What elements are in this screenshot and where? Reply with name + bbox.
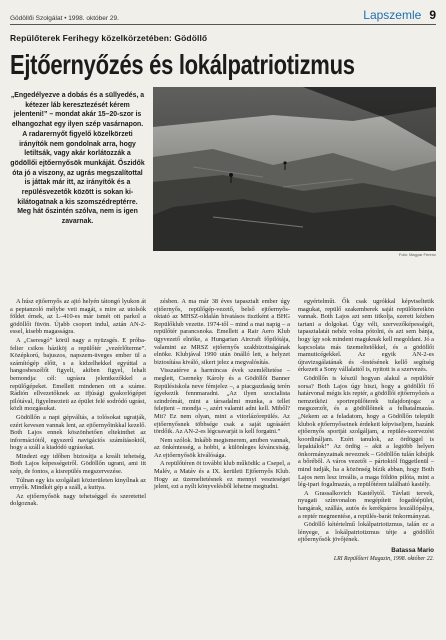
column-3: [298, 298, 434, 563]
paragraph: Visszatérve a harmincas évek szemléltetése – meglett, Cserneky Károly és a Gödöllői Banner Repülésiskola neve fémjelez –, a piacgazdaság terén ígyekezik fennmaradni. „Az ilyen szocialista szindrómát, mint a társadalmi munka, a tellet felejteni – mondja –, azért valamit adni kell. Miből? Mit? Ez nem olyan, mint a vitorlázórepülés. Az ejtőernyősnek többsége csak a saját ugrásáért tördőik. Az AN-2-es légcsavarját is kell forgatni.”: [154, 367, 290, 436]
section-title: Lapszemle: [363, 8, 422, 22]
article-top: [10, 87, 436, 257]
source-note: LRI Repülőteri Magazin, 1998. október 22.: [333, 555, 434, 562]
publication-info: Gödöllői Szolgálat • 1998. október 29.: [10, 15, 119, 22]
page-number: 9: [429, 8, 436, 22]
paragraph: egyértelműt. Ők csak ugrókkal képviseltetik magukat, repülő szakemberek saját repülőtereikön vannak. Both Lajos azt sem titkolja, szereti kézben tartani a dolgokat. Úgy véli, szervezőképességét, tapasztalatát nehéz volna pótolni, és azt sem bánja, hogy így sok mindent maguknak kell megoldani. Jó a kapcsolata más üzemeltetőkkel, és a gödöllői mamuticégekkel. Az egyik AN-2-es újravizsgálatának és -festésének kellő segítség érkezett a Sony vállalattól is, nyitott is a szervezés.: [298, 298, 434, 374]
paragraph: zésben. A ma már 38 éves tapasztalt ember úgy ejtőernyős, repülőgép-vezető, belső ejtőernyős-oktató az MHSZ-oldalán hivatásos tisztként a BHG Repülőklub vezette. 1974-től – mind a mai napig – a repülőtér parancsnoka. Emellett a Rair Aero Klub ügyvezető elnöke, a Hungarian Aircraft főpilótája, valamint az MRSZ ejtőernyős szakbizottságának elnöke. Klubjával 1990 után önálló lett, a helyzet biztosítása kiváló, sikert jelez a megvalósítás.: [154, 298, 290, 366]
article-lead: „Engedélyezve a dobás és a süllyedés, a kétezer láb keresztezését kérem jelenteni!” – mondat akár 15–20-szor is elhangozhat egy ilyen szép vasárnapon. A radarernyőt figyelő közelkörzeti irányítók nem gondolnak arra, hogy letiltsák, vagy akár korlátozzák a gödöllői ejtőernyősök munkáját. Őszidők óta jó a viszony, az ugrás megszalítottal is játtak már itt, az irányítók és a repülésvezetők között is sokan ki-kilátogatnak a kis szomszédreptérre. Meg hát őszintén szólva, nem is igen zavarnak.: [10, 92, 145, 226]
paragraph: A Grassalkovich Kastélytól. Távlati tervek, nyugati színvonalon megépített fogadóépület, hangárak, szállás, autós és kerékpáros leszállópálya, a reptér megmentése, a repülés-barát önkormányzat.: [298, 489, 434, 520]
paragraph: Gödöllőn a napi gépváltás, a tolósokat ugratják, ezért kevesen vannak lent, az ejtőernyőinkkal kezelő. Both Lajos ennek köszönhetően eltekinthet az információtól, egyszerű navigációs számításoktól, hogy a száll a kiadódó ugrásokat.: [10, 413, 146, 452]
paragraph: Túlnan egy kis szolgálati közterületen kinyílnak az ernyők. Mindkét gép a száll, a kuttya.: [10, 476, 146, 492]
paragraph: Nem szólok. Inkább megismerem, amiben vannak, az önkéntesség, a hobbi, a különleges kíváncsiság. Az ejtőernyősök kiválósága.: [154, 436, 290, 459]
paragraph: Gödöllőn is készül hogyan alakul a repülőtér sorsa? Both Lajos úgy hiszi, hogy a gödöllői fő határvonal mégis kis reptér, a gödöllői ejtőernyőzés a nemzetközi sportrepülőterek tulajdonjoga: a megszerzőt, és a gödöllőinek a felhatalmazás. „Nekem az a feladatom, hogy a Gödöllőn települt klubok ejtőernyőseinek érdekeit képviseljem, hazánk ejtőernyős sportját szolgáljam, a repülés-szervezést koordináljam. Ezért tanulok, az ördöggel is lepaktálok!” Az ördög – akit a legtöbb helyen önkormányzatnak neveznek – Gödöllőn tulán kibújik a bőréből. A város vezetői – pártoktól függetlenül – mind tudják, ha a közönség bízik abban, hogy Both Lajos nem lesz irreális, a maga földön pilóta, mint a lég-ipari fogalmazás, a repülőtéren található kastély.: [298, 374, 434, 489]
article-kicker: Repülőterek Ferihegy közelkörzetében: Gödöllő: [10, 33, 208, 43]
paragraph: A „Cseresgó” körül nagy a nyüzsgés. E próba-felier csikos háziköj a repülőtér „vezérlőterme”. Középkorú, bajuszos, napszem-üveges ember ül a számítógép előtt, s a kidzelhekkel egyúttal a hangosbeszélőt figyeli, akiben figyel, lehalt bemondja: cél: ugrásra jelentkezőkkel a repülőgépeket. Emellett mindenen ott a száme. Rádión ellvezetőknek az ifjúsági gyakorlógépet pilótával, figyelmezteti az épület felé sodródó ugrást, közli mozgásukat.: [10, 336, 146, 413]
photo-caption: Fotó: Magyar Ferenc: [398, 252, 436, 257]
article-body: [10, 298, 436, 563]
aerial-parachute-photo: [153, 87, 436, 251]
photo-block: [153, 87, 436, 257]
paragraph: Mindezt egy időben biztosítja a kreált tehetség, Both Lajos képességeiről. Gödöllőn ugrani, ami itt szép, de fontos, a kisrepülés megszervezése.: [10, 452, 146, 476]
column-2: [154, 298, 290, 563]
paragraph: A húsz ejtőernyős az ajtó helyén tátongó lyukon át a peptanzoló mélybe veti magát, s mire az utolsók földet érnek, az L–410-es már ismét ott parkol a gödöllői füvön. Újabb csoport indul, aztán AN-2-essel, kisebb magasságra.: [10, 298, 146, 336]
page-header: [10, 8, 436, 25]
section-label: [363, 8, 436, 22]
column-1: [10, 298, 146, 563]
article-headline: Ejtőernyőzés és lokálpatriotizmus: [10, 49, 355, 81]
author-signature: Batassa Mario: [391, 547, 434, 554]
paragraph: Gödöllő kétértelmű lokálpatriotizmus, talán ez a lényege, a lokálpatriotizmus tétje a gödöllői ejtőernyősök jövőjének.: [298, 521, 434, 544]
paragraph: A repülőtéren öt további klub működik: a Csepel, a Malév, a Matáv és a IX. kerületi Ejtőernyős Klub. Hogy az üzemeltetésnek ez mennyi veszteséget jelent, ezt a nyílt könyvelésből lehetne megtudni.: [154, 460, 290, 491]
article-photo: [153, 87, 436, 251]
paragraph: Az ejtőernyősök nagy tehetséggel és szeretettel dolgoznak.: [10, 492, 146, 508]
